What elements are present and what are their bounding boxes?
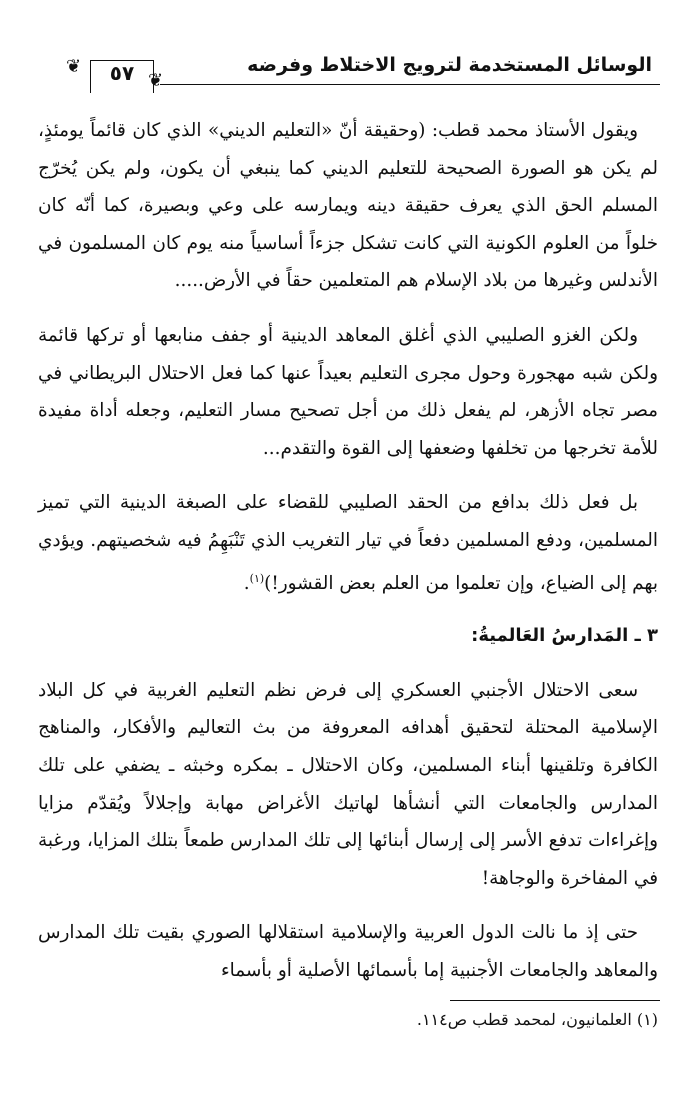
page-number-box [90, 60, 154, 93]
paragraph: سعى الاحتلال الأجنبي العسكري إلى فرض نظم التعليم الغربية في كل البلاد الإسلامية المحتلة لتحقيق أهدافه المعروفة من بث التعاليم والأفكار، والمناهج الكافرة وتلقينها أبناء المسلمين، وكان الاحتلال ـ بمكره وخبثه ـ يضفي على تلك المدارس والجامعات التي أنشأها لهاتيك الأغراض مهابة وإجلالاً ويُقدّم مزايا وإغراءات تدفع الأسر إلى إرسال أبنائها إلى تلك المدارس طمعاً بتلك المزايا، ورغبة في المفاخرة والوجاهة! [38, 679, 658, 889]
page-header [60, 48, 660, 98]
main-text [38, 112, 658, 990]
feather-ornament-icon: ❦ [66, 56, 82, 77]
footnote: (١) العلمانيون، لمحمد قطب ص١١٤. [416, 1010, 658, 1029]
header-rule [160, 84, 660, 85]
paragraph: ويقول الأستاذ محمد قطب: (وحقيقة أنّ «التعليم الديني» الذي كان قائماً يومئذٍ، لم يكن هو الصورة الصحيحة للتعليم الديني كما ينبغي أن يكون، ولم يكن يُخرّج المسلم الحق الذي يعرف حقيقة دينه ويمارسه على وعي وبصيرة، كما أنّه كان خلواً من العلوم الكونية التي كانت تشكل جزءاً أساسياً منه يوم كان المسلمون في الأندلس وغيرها من بلاد الإسلام هم المتعلمين حقاً في الأرض..... [38, 120, 658, 292]
footnote-marker: (١) [249, 571, 265, 585]
paragraph: ولكن الغزو الصليبي الذي أغلق المعاهد الدينية أو جفف منابعها أو تركها قائمة ولكن شبه مهجورة وحول مجرى التعليم بعيداً عنها كما فعل الاحتلال البريطاني في مصر تجاه الأزهر، لم يفعل ذلك من أجل تصحيح مسار التعليم، وجعله أداة مفيدة للأمة تخرجها من تخلفها وضعفها إلى القوة والتقدم... [38, 324, 658, 459]
paragraph: حتى إذ ما نالت الدول العربية والإسلامية استقلالها الصوري بقيت تلك المدارس والمعاهد والجامعات الأجنبية إما بأسمائها الأصلية أو بأسماء [38, 922, 658, 981]
paragraph-end: . [243, 572, 250, 594]
paragraph-text: بل فعل ذلك بدافع من الحقد الصليبي للقضاء على الصبغة الدينية التي تميز المسلمين، ودفع المسلمين دفعاً في تيار التغريب الذي تَنْبَهِمُ فيه شخصيتهم. ويؤدي بهم إلى الضياع، وإن تعلموا من العلم بعض القشور!) [38, 492, 658, 594]
paragraph [38, 484, 658, 602]
footnote-rule [450, 1000, 660, 1001]
page-number: ٥٧ [109, 61, 135, 85]
running-title: الوسائل المستخدمة لترويج الاختلاط وفرضه [247, 54, 652, 76]
feather-ornament-icon: ❦ [148, 70, 164, 91]
section-heading: ٣ ـ المَدارسُ العَالميةُ: [471, 625, 658, 647]
